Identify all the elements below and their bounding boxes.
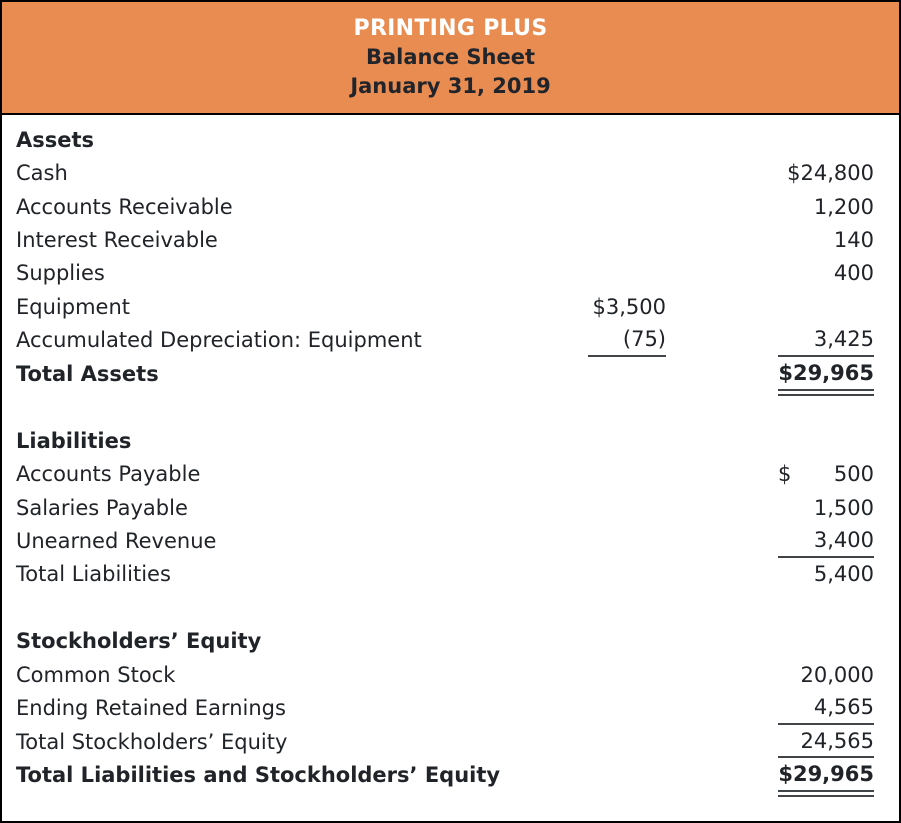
line-item-label: Accounts Payable xyxy=(16,462,201,487)
right-amount-cell xyxy=(778,658,874,691)
middle-amount-cell xyxy=(588,123,666,156)
statement-header xyxy=(2,2,899,115)
right-amount-cell xyxy=(778,691,874,724)
line-item-row xyxy=(2,324,899,357)
line-item-row xyxy=(2,491,899,524)
right-amount-value: 4,565 xyxy=(813,695,874,720)
right-amount-cell xyxy=(778,491,874,524)
line-item-row xyxy=(2,223,899,256)
right-amount-value: 3,425 xyxy=(813,327,874,352)
middle-amount-cell xyxy=(588,457,666,490)
right-amount-cell xyxy=(778,524,874,557)
section-heading-row xyxy=(2,424,899,457)
middle-amount-cell xyxy=(588,558,666,591)
line-item-label: Cash xyxy=(16,161,68,186)
currency-symbol: $ xyxy=(778,462,792,487)
right-amount-value: $24,800 xyxy=(787,161,874,186)
right-amount-cell xyxy=(778,558,874,591)
line-item-row xyxy=(2,725,899,758)
line-item-row xyxy=(2,758,899,791)
middle-amount-value: (75) xyxy=(622,327,666,352)
line-item-row xyxy=(2,457,899,490)
middle-amount-cell xyxy=(588,190,666,223)
right-amount-cell xyxy=(778,758,874,791)
right-amount-cell xyxy=(778,424,874,457)
right-amount-value: 24,565 xyxy=(800,728,874,753)
right-amount-value: 5,400 xyxy=(813,562,874,587)
section-heading-row xyxy=(2,123,899,156)
right-amount-cell xyxy=(778,223,874,256)
right-amount-value: 400 xyxy=(833,261,874,286)
line-item-label: Total Liabilities and Stockholders’ Equity xyxy=(16,763,501,788)
report-title: Balance Sheet xyxy=(365,45,536,69)
middle-amount-cell xyxy=(588,625,666,658)
right-amount-value: $29,965 xyxy=(778,360,874,385)
right-amount-value: 3,400 xyxy=(813,527,874,552)
section-spacer xyxy=(2,391,899,424)
line-item-label: Supplies xyxy=(16,261,105,286)
line-item-label: Total Stockholders’ Equity xyxy=(16,729,288,754)
section-heading-row xyxy=(2,625,899,658)
line-item-label: Ending Retained Earnings xyxy=(16,696,286,721)
line-item-label: Accumulated Depreciation: Equipment xyxy=(16,328,422,353)
right-amount-cell xyxy=(778,257,874,290)
right-amount-value: 20,000 xyxy=(800,662,874,687)
middle-amount-cell xyxy=(588,223,666,256)
line-item-label: Interest Receivable xyxy=(16,228,218,253)
middle-amount-cell xyxy=(588,524,666,557)
middle-amount-cell xyxy=(588,290,666,323)
right-amount-cell xyxy=(778,290,874,323)
line-item-label: Accounts Receivable xyxy=(16,194,233,219)
right-amount-value: 140 xyxy=(833,228,874,253)
middle-amount-value: $3,500 xyxy=(592,294,666,319)
company-name: PRINTING PLUS xyxy=(353,16,548,41)
section-heading: Liabilities xyxy=(16,428,132,453)
right-amount-cell xyxy=(778,457,874,490)
middle-amount-cell xyxy=(588,658,666,691)
line-item-row xyxy=(2,190,899,223)
line-item-row xyxy=(2,357,899,390)
line-item-label: Total Liabilities xyxy=(16,562,171,587)
line-item-row xyxy=(2,558,899,591)
section-heading: Assets xyxy=(16,127,95,152)
right-amount-value: 500 xyxy=(833,462,874,487)
line-item-row xyxy=(2,524,899,557)
middle-amount-cell xyxy=(588,424,666,457)
section-heading: Stockholders’ Equity xyxy=(16,629,262,654)
section-spacer xyxy=(2,591,899,624)
line-item-label: Total Assets xyxy=(16,361,159,386)
middle-amount-cell xyxy=(588,156,666,189)
middle-amount-cell xyxy=(588,257,666,290)
line-item-label: Common Stock xyxy=(16,662,176,687)
right-amount-cell xyxy=(778,725,874,758)
right-amount-value: $29,965 xyxy=(778,762,874,787)
middle-amount-cell xyxy=(588,758,666,791)
right-amount-cell xyxy=(778,357,874,390)
middle-amount-cell xyxy=(588,491,666,524)
report-date: January 31, 2019 xyxy=(350,74,551,98)
line-item-row xyxy=(2,290,899,323)
line-item-row xyxy=(2,691,899,724)
line-item-row xyxy=(2,658,899,691)
right-amount-value: 1,500 xyxy=(813,495,874,520)
line-item-label: Salaries Payable xyxy=(16,495,188,520)
middle-amount-cell xyxy=(588,691,666,724)
right-amount-value: 1,200 xyxy=(813,194,874,219)
right-amount-cell xyxy=(778,123,874,156)
middle-amount-cell xyxy=(588,357,666,390)
line-item-label: Equipment xyxy=(16,294,130,319)
line-item-row xyxy=(2,257,899,290)
right-amount-cell xyxy=(778,324,874,357)
statement-body xyxy=(2,115,899,792)
right-amount-cell xyxy=(778,625,874,658)
right-amount-cell xyxy=(778,156,874,189)
middle-amount-cell xyxy=(588,725,666,758)
line-item-row xyxy=(2,156,899,189)
line-item-label: Unearned Revenue xyxy=(16,528,217,553)
right-amount-cell xyxy=(778,190,874,223)
middle-amount-cell xyxy=(588,324,666,357)
